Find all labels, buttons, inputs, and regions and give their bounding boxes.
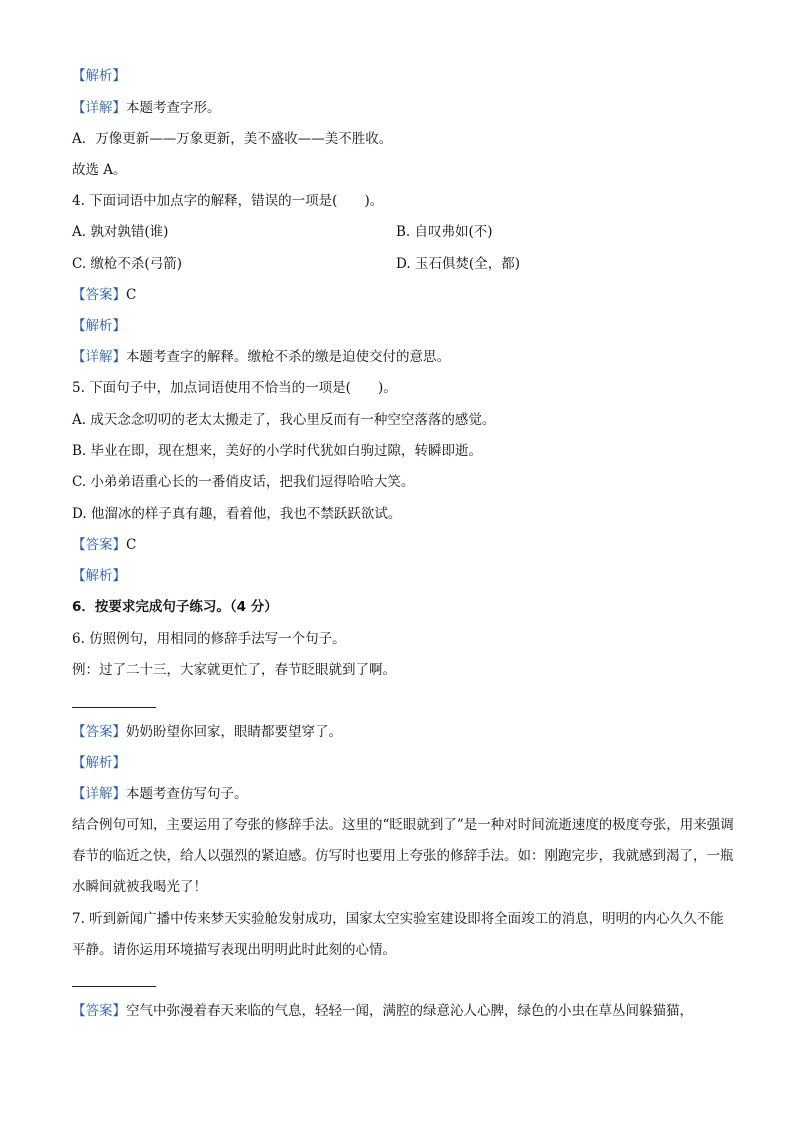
- option-a: A. 成天念念叨叨的老太太搬走了，我心里反而有一种空空落落的感觉。: [72, 412, 496, 428]
- answer-value: 空气中弥漫着春天来临的气息，轻轻一闻，满腔的绿意沁人心脾，绿色的小虫在草丛间躲猫猫，: [126, 1003, 693, 1019]
- detail-label: 【详解】: [72, 349, 126, 365]
- analysis-label: 【解析】: [72, 755, 126, 771]
- analysis-label: 【解析】: [72, 568, 126, 584]
- question-5: 5. 下面句子中，加点词语使用不恰当的一项是( )。: [72, 380, 397, 396]
- section-heading: 6．按要求完成句子练习。（4 分）: [72, 599, 278, 615]
- explanation-paragraph: 结合例句可知，主要运用了夸张的修辞手法。这里的“眨眼就到了”是一种对时间流逝速度的极度夸张，用来强调春节的临近之快，给人以强烈的紧迫感。仿写时也要用上夸张的修辞手法。如：刚跑完步，我就感到渴了，一瓶水瞬间就被我喝光了！: [72, 817, 734, 895]
- example-sentence: 例：过了二十三，大家就更忙了，春节眨眼就到了啊。: [72, 662, 396, 678]
- option-c: C. 缴枪不杀(弓箭): [72, 256, 182, 272]
- detail-line: [72, 347, 734, 367]
- detail-label: 【详解】: [72, 100, 126, 116]
- analysis-label: 【解析】: [72, 318, 126, 334]
- answer-value: C: [126, 537, 137, 553]
- answer-line: [72, 722, 734, 742]
- answer-value: 奶奶盼望你回家，眼睛都要望穿了。: [126, 724, 342, 740]
- question-4-options-row-2: [72, 254, 734, 274]
- option-b: B. 自叹弗如(不): [396, 224, 493, 240]
- option-d: D. 他溜冰的样子真有趣，看着他，我也不禁跃跃欲试。: [72, 506, 402, 522]
- detail-line: [72, 98, 734, 118]
- answer-line: [72, 535, 734, 555]
- option-a: A. 孰对孰错(谁): [72, 224, 169, 240]
- option-b: B. 毕业在即，现在想来，美好的小学时代犹如白驹过隙，转瞬即逝。: [72, 443, 483, 459]
- answer-blank-line: [72, 707, 156, 708]
- detail-text: 本题考查字的解释。缴枪不杀的缴是迫使交付的意思。: [126, 349, 450, 365]
- question-4-options-row-1: [72, 222, 734, 242]
- answer-label: 【答案】: [72, 287, 126, 303]
- answer-label: 【答案】: [72, 1003, 126, 1019]
- detail-label: 【详解】: [72, 786, 126, 802]
- answer-line: [72, 1001, 734, 1021]
- detail-line: [72, 784, 734, 804]
- conclusion-text: 故选 A。: [72, 162, 127, 178]
- option-c: C. 小弟弟语重心长的一番俏皮话，把我们逗得哈哈大笑。: [72, 474, 415, 490]
- answer-explanation-a: A．万像更新——万象更新，美不盛收——美不胜收。: [72, 131, 393, 147]
- question-4: 4. 下面词语中加点字的解释，错误的一项是( )。: [72, 193, 384, 209]
- analysis-label: 【解析】: [72, 68, 126, 84]
- option-d: D. 玉石俱焚(全，都): [396, 256, 520, 272]
- detail-text: 本题考查仿写句子。: [126, 786, 248, 802]
- detail-text: 本题考查字形。: [126, 100, 221, 116]
- answer-label: 【答案】: [72, 537, 126, 553]
- answer-value: C: [126, 287, 137, 303]
- answer-label: 【答案】: [72, 724, 126, 740]
- answer-blank-line: [72, 986, 156, 987]
- answer-line: [72, 285, 734, 305]
- question-7: 7. 听到新闻广播中传来梦天实验舱发射成功，国家太空实验室建设即将全面竣工的消息，明明的内心久久不能平静。请你运用环境描写表现出明明此时此刻的心情。: [72, 911, 724, 958]
- question-6: 6. 仿照例句，用相同的修辞手法写一个句子。: [72, 631, 346, 647]
